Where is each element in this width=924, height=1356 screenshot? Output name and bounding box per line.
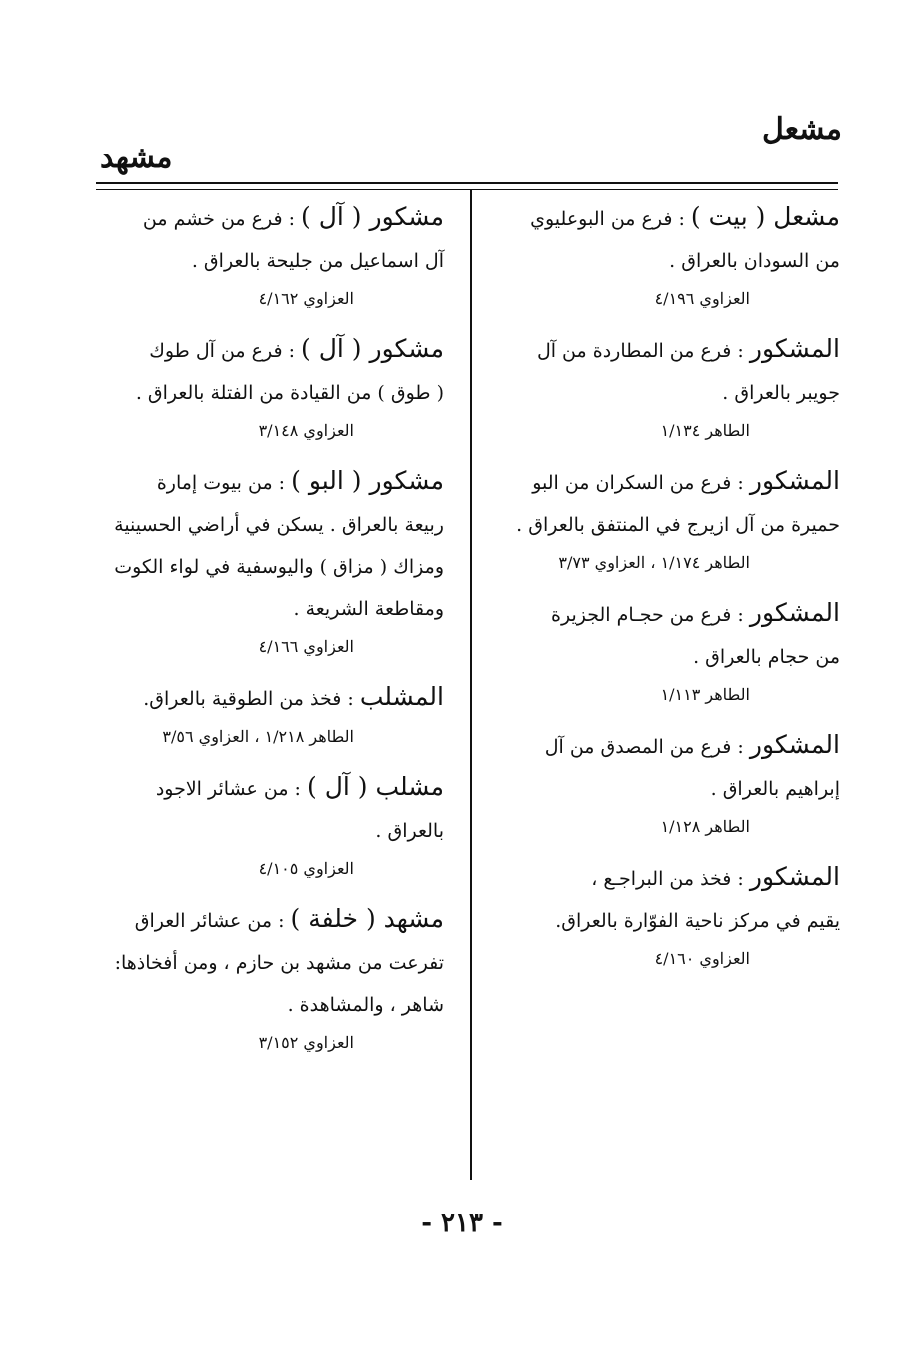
page-number: - ٢١٣ -: [421, 1208, 503, 1238]
entry-text: إبراهيم بالعراق .: [710, 778, 840, 800]
entry-text: يقيم في مركز ناحية الفوّارة بالعراق.: [555, 910, 840, 932]
entry-text: شاهر ، والمشاهدة .: [287, 994, 444, 1016]
entry-reference: الطاهر ١/٢١٨ ، العزاوي ٣/٥٦: [162, 727, 354, 746]
entry-text: جويبر بالعراق .: [722, 382, 840, 404]
entry-line: [104, 196, 444, 240]
entry-line: [104, 676, 444, 720]
left-column: [104, 196, 444, 1072]
entry-reference: الطاهر ١/١٢٨: [660, 817, 750, 836]
entry-line: [480, 196, 840, 240]
entry-text: ومقاطعة الشريعة .: [293, 598, 444, 620]
entry-headword: مشكور ( البو ): [291, 466, 444, 495]
entry-line: [480, 900, 840, 942]
entry-text: من السودان بالعراق .: [669, 250, 840, 272]
right-column: [480, 196, 840, 988]
entry: [480, 196, 840, 316]
entry-text: : فرع من المصدق من آل: [544, 736, 744, 758]
entry: [104, 328, 444, 448]
entry-headword: مشلب ( آل ): [307, 772, 444, 801]
entry-headword: مشكور ( آل ): [301, 334, 444, 363]
entry-line: [104, 504, 444, 546]
entry-text: ربيعة بالعراق . يسكن في أراضي الحسينية: [114, 514, 444, 536]
entry-line: [104, 766, 444, 810]
entry: [480, 856, 840, 976]
entry-text: : فرع من خشم من: [142, 208, 295, 230]
entry-text: : فرع من آل طوك: [149, 340, 295, 362]
entry: [480, 592, 840, 712]
entry: [480, 460, 840, 580]
entry-text: : من بيوت إمارة: [156, 472, 286, 494]
entry-text: : فرع من السكران من البو: [532, 472, 744, 494]
entry-reference: العزاوي ٤/١٩٦: [654, 289, 750, 308]
entry-line: [104, 372, 444, 414]
entry-headword: المشكور: [749, 466, 840, 495]
entry-line: [480, 328, 840, 372]
entry-text: بالعراق .: [375, 820, 444, 842]
entry-text: من حجام بالعراق .: [693, 646, 840, 668]
entry-reference: العزاوي ٤/١٦٠: [654, 949, 750, 968]
column-divider: [470, 190, 472, 1180]
entry-text: : فخذ من الطوقية بالعراق.: [143, 688, 354, 710]
header-rule: [96, 182, 838, 184]
entry: [104, 676, 444, 754]
entry-text: آل اسماعيل من جليحة بالعراق .: [191, 250, 444, 272]
entry-line: [480, 592, 840, 636]
entry-headword: مشكور ( آل ): [301, 202, 444, 231]
entry-reference: العزاوي ٤/١٦٦: [258, 637, 354, 656]
entry-line: [104, 984, 444, 1026]
entry-text: تفرعت من مشهد بن حازم ، ومن أفخاذها:: [114, 952, 444, 974]
entry-line: [480, 768, 840, 810]
entry-headword: مشعل ( بيت ): [690, 202, 840, 231]
entry-line: [480, 856, 840, 900]
entry-reference: العزاوي ٤/١٦٢: [258, 289, 354, 308]
entry-headword: المشكور: [749, 730, 840, 759]
entry-reference: الطاهر ١/١١٣: [660, 685, 750, 704]
entry-text: : من عشائر العراق: [134, 910, 285, 932]
entry: [480, 724, 840, 844]
entry-line: [480, 460, 840, 504]
running-head-left: مشهد: [100, 140, 173, 175]
entry-line: [104, 546, 444, 588]
entry-line: [480, 240, 840, 282]
entry-line: [480, 636, 840, 678]
entry: [104, 196, 444, 316]
entry-headword: المشلب: [359, 682, 444, 711]
entry-text: : من عشائر الاجود: [155, 778, 301, 800]
entry-text: : فخذ من البراجـع ،: [591, 868, 744, 890]
entry-line: [480, 372, 840, 414]
entry: [104, 766, 444, 886]
entry-reference: العزاوي ٣/١٥٢: [258, 1033, 354, 1052]
entry-headword: المشكور: [749, 598, 840, 627]
entry-headword: مشهد ( خلفة ): [290, 904, 444, 933]
entry-headword: المشكور: [749, 862, 840, 891]
entry-text: : فرع من المطاردة من آل: [536, 340, 744, 362]
entry-line: [104, 240, 444, 282]
entry-text: : فرع من البوعليوي: [530, 208, 685, 230]
entry: [480, 328, 840, 448]
entry-headword: المشكور: [749, 334, 840, 363]
entry-reference: العزاوي ٣/١٤٨: [258, 421, 354, 440]
entry-line: [480, 724, 840, 768]
entry-line: [104, 588, 444, 630]
entry-text: : فرع من حجـام الجزيرة: [551, 604, 744, 626]
entry-line: [480, 504, 840, 546]
entry-text: حميرة من آل ازيرج في المنتفق بالعراق .: [516, 514, 840, 536]
entry: [104, 898, 444, 1060]
entry-text: ومزاك ( مزاق ) واليوسفية في لواء الكوت: [114, 556, 444, 578]
entry-reference: الطاهر ١/١٣٤: [660, 421, 750, 440]
entry-text: ( طوق ) من القيادة من الفتلة بالعراق .: [135, 382, 444, 404]
entry-line: [104, 898, 444, 942]
entry: [104, 460, 444, 664]
entry-reference: العزاوي ٤/١٠٥: [258, 859, 354, 878]
entry-line: [104, 942, 444, 984]
entry-reference: الطاهر ١/١٧٤ ، العزاوي ٣/٧٣: [558, 553, 750, 572]
entry-line: [104, 810, 444, 852]
entry-line: [104, 460, 444, 504]
running-head-right: مشعل: [761, 112, 842, 147]
entry-line: [104, 328, 444, 372]
header-rule-thin: [96, 189, 838, 190]
